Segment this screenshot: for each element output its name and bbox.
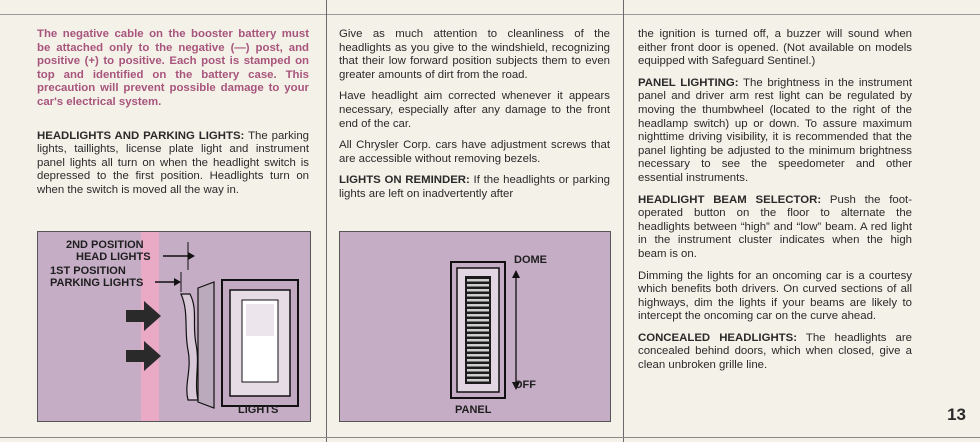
headlights-heading: HEADLIGHTS AND PARKING LIGHTS: — [37, 129, 245, 142]
label-off: OFF — [514, 379, 536, 391]
label-lights: LIGHTS — [238, 404, 279, 416]
label-2nd-position: 2ND POSITION — [66, 239, 144, 251]
booster-battery-warning: The negative cable on the booster battery must be attached only to the negative (—) post, and positive (+) to positive. Each post is stamped on top and identified on the battery case. This precaution will prevent possible damage to your car's electrical system. — [37, 28, 309, 108]
thumbwheel-drawing — [340, 232, 610, 421]
column-divider-1 — [326, 0, 327, 442]
dimming-paragraph: Dimming the lights for an oncoming car is a courtesy which benefits both drivers. On curved sections of all highways, dim the lights if your beams are likely to intercept the oncoming car on the curve ahead. — [638, 269, 912, 323]
label-parking-lights: PARKING LIGHTS — [50, 277, 144, 289]
aim-paragraph: Have headlight aim corrected whenever it appears necessary, especially after any damage to the front end of the car. — [339, 90, 610, 130]
thumbwheel-ridges — [467, 279, 489, 382]
panel-lighting-heading: PANEL LIGHTING: — [638, 76, 739, 89]
reminder-heading: LIGHTS ON REMINDER: — [339, 174, 470, 187]
cleanliness-paragraph: Give as much attention to cleanliness of the headlights as you give to the windshield, recognizing that their low forward position subjects them to even greater amounts of dirt from the road. — [339, 28, 610, 81]
headlights-text: The parking lights, taillights, license plate light and instrument panel lights all turn on when the headlight switch is depressed to the first position. Headlights turn on when the switch is moved all the way in. — [37, 129, 309, 196]
concealed-headlights-paragraph — [638, 332, 912, 373]
label-1st-position: 1ST POSITION — [50, 265, 126, 277]
beam-selector-paragraph — [638, 194, 912, 262]
reminder-paragraph — [339, 174, 610, 201]
reminder-continued: the ignition is turned off, a buzzer will sound when either front door is opened. (Not available on models equipped with Safeguard Sentinel.) — [638, 28, 912, 68]
label-dome: DOME — [514, 254, 547, 266]
column-3 — [638, 28, 912, 381]
label-head-lights: HEAD LIGHTS — [76, 251, 151, 263]
beam-selector-text: Push the foot-operated button on the floor to alternate the headlights between “high” and “low” beam. A red light in the instrument cluster indicates when the high beam is on. — [638, 193, 913, 260]
bottom-rule — [0, 437, 980, 438]
column-divider-2 — [623, 0, 624, 442]
panel-lighting-text: The brightness in the instrument panel and driver arm rest light can be regulated by moving the thumbwheel (located to the right of the headlamp switch) up or down. To assure maximum nighttime driving visibility, it is recommended that the panel lighting be adjusted to the minimum brightness necessary to see the speedometer and other essential instruments. — [638, 76, 912, 184]
headlights-paragraph — [37, 130, 309, 198]
headlight-switch-figure — [37, 231, 311, 422]
label-panel: PANEL — [455, 404, 492, 416]
column-2 — [339, 28, 610, 210]
beam-selector-heading: HEADLIGHT BEAM SELECTOR: — [638, 193, 822, 206]
adjustment-paragraph: All Chrysler Corp. cars have adjustment screws that are accessible without removing bezels. — [339, 139, 610, 165]
headlight-switch-drawing — [38, 232, 310, 421]
top-rule — [0, 0, 980, 15]
panel-thumbwheel-figure — [339, 231, 611, 422]
panel-lighting-paragraph — [638, 77, 912, 186]
reminder-text: If the headlights or parking lights are left on inadvertently after — [339, 174, 610, 200]
concealed-headlights-text: The headlights are concealed behind doors, which when closed, give a clean unbroken grille line. — [638, 331, 912, 372]
page-number: 13 — [947, 405, 966, 424]
column-1 — [37, 28, 309, 206]
concealed-headlights-heading: CONCEALED HEADLIGHTS: — [638, 331, 798, 344]
